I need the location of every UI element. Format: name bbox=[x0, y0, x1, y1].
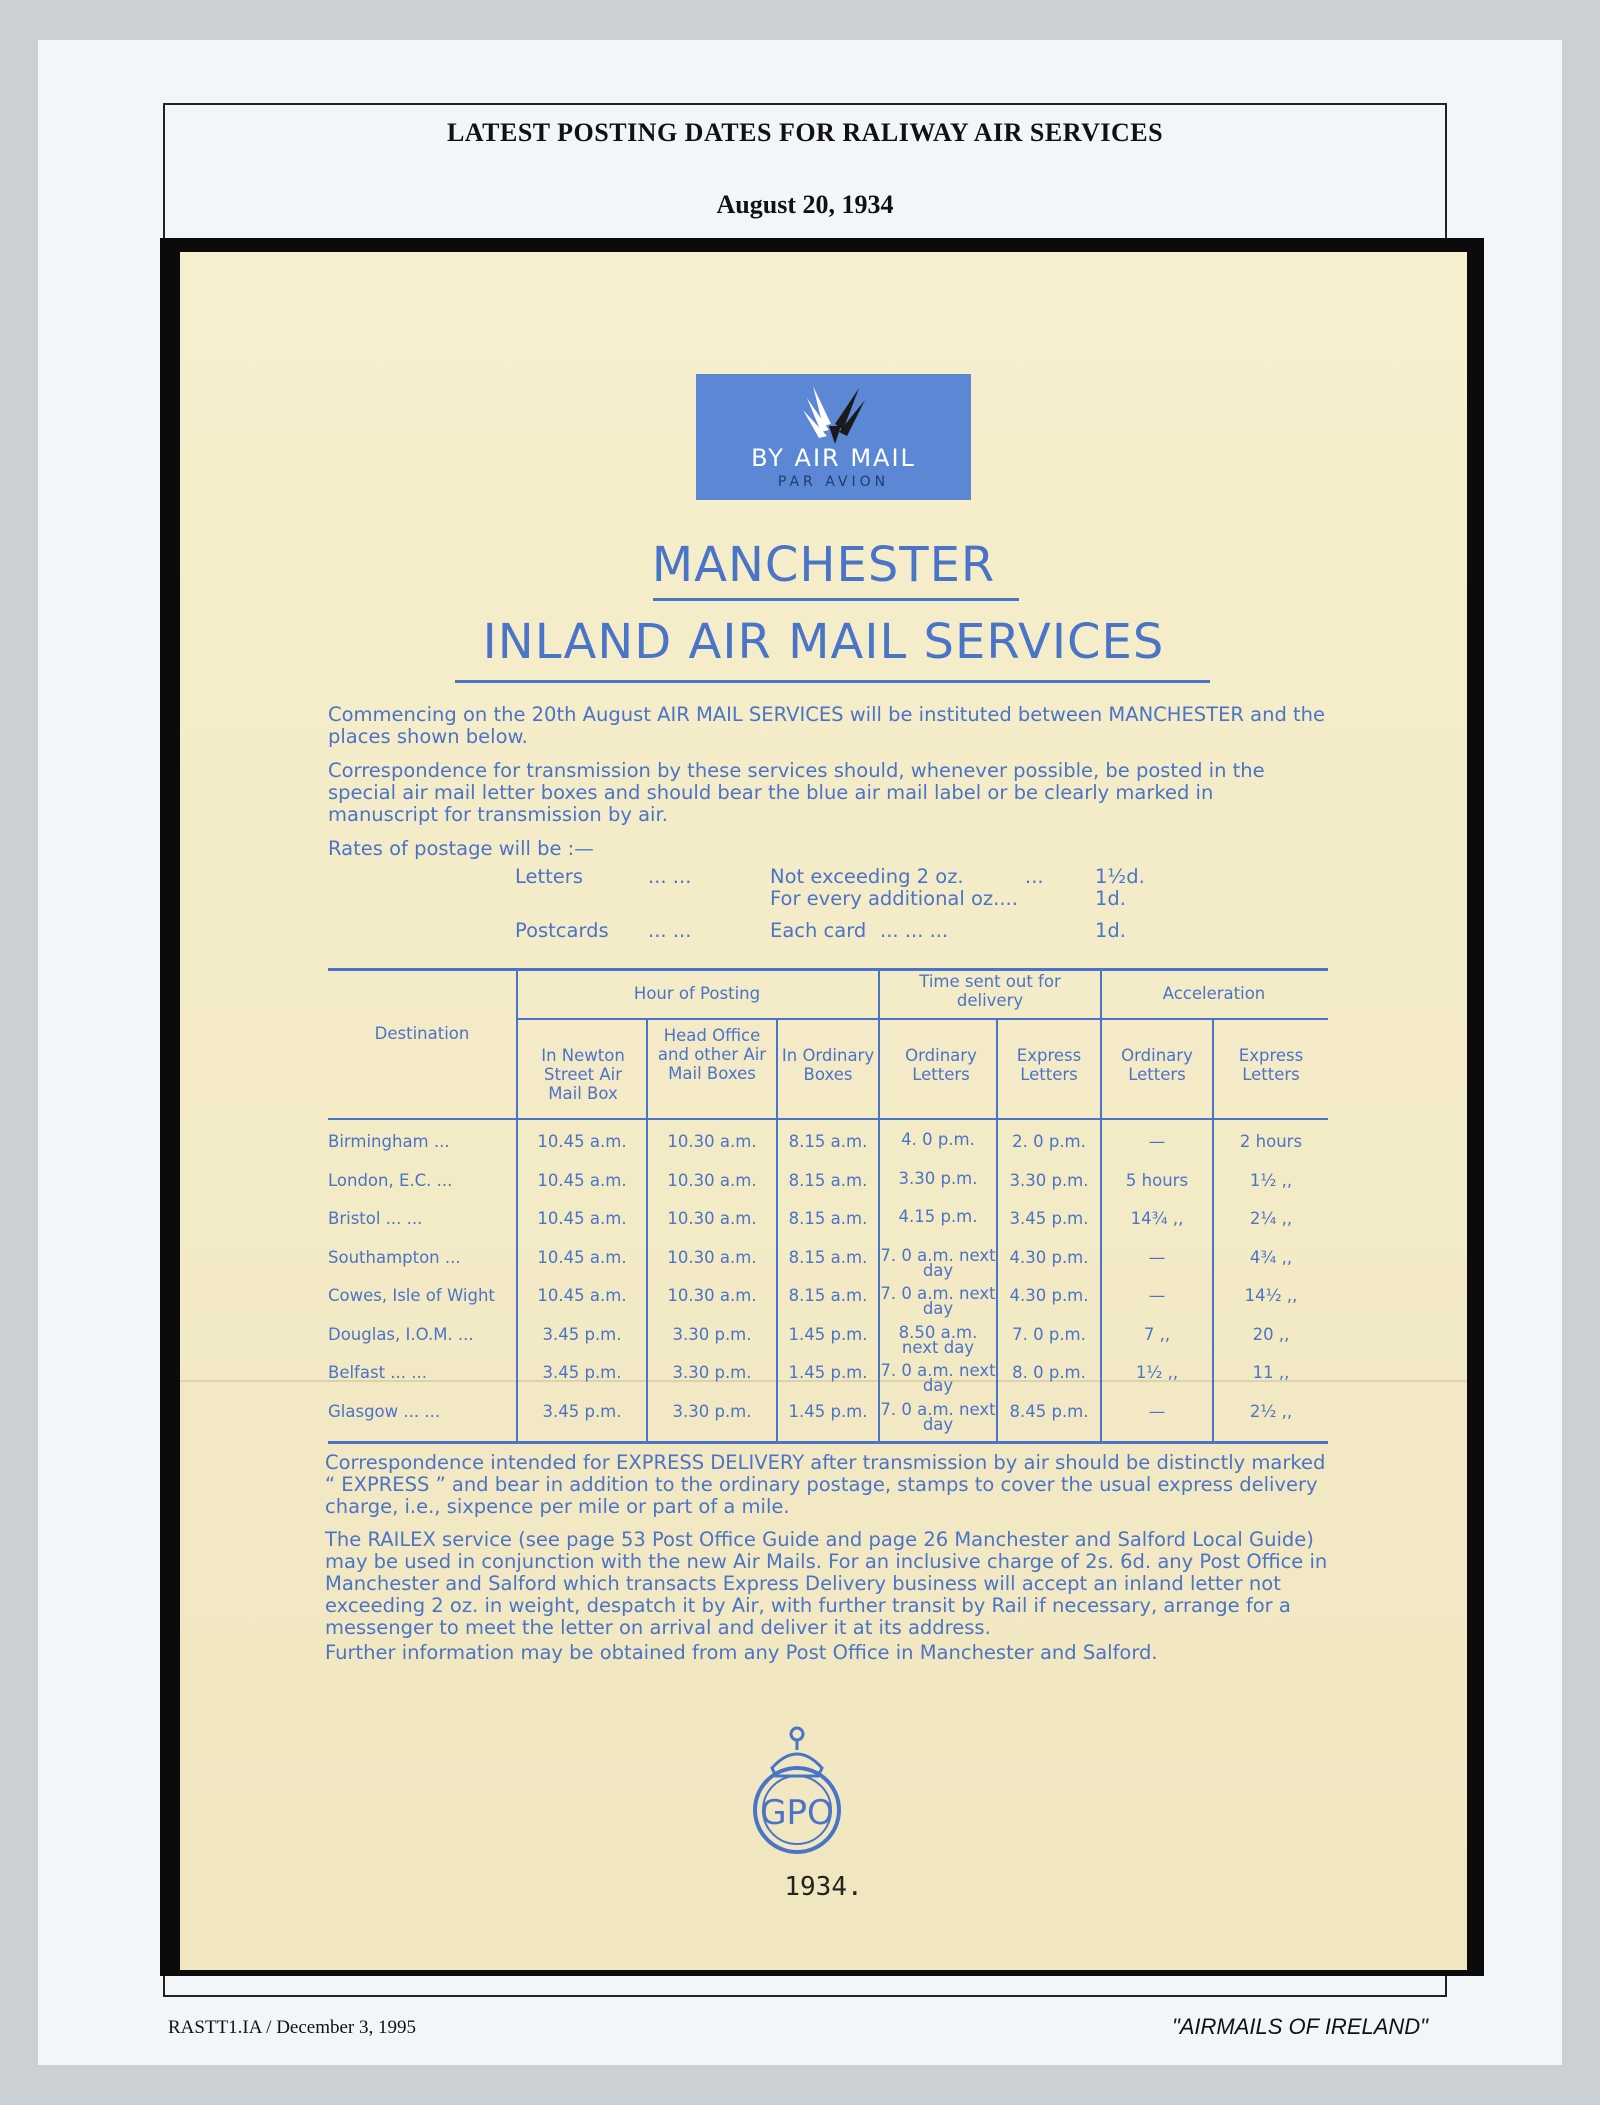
table-cell-del-ord: 7. 0 a.m. next day bbox=[880, 1361, 996, 1395]
schedule-table bbox=[328, 968, 1328, 1444]
express-paragraph: Correspondence intended for EXPRESS DELIVERY after transmission by air should be distinctly marked “ EXPRESS ” and bear in addition to the ordinary postage, stamps to cover the usual express delivery charge, i.e., sixpence per mile or part of a mile. bbox=[325, 1451, 1326, 1518]
table-cell-ord: 1.45 p.m. bbox=[788, 1324, 868, 1344]
table-cell-del-exp: 3.45 p.m. bbox=[1009, 1209, 1089, 1228]
table-cell-dest: Glasgow ... ... bbox=[328, 1401, 441, 1421]
table-rule bbox=[516, 1018, 1328, 1020]
table-cell-acc-exp: 2 hours bbox=[1239, 1132, 1303, 1151]
rate-price: 1d. bbox=[1095, 919, 1126, 942]
table-cell-ord: 8.15 a.m. bbox=[788, 1286, 868, 1305]
table-cell-acc-ord: — bbox=[1148, 1401, 1166, 1421]
header-ordinary-boxes: In Ordinary Boxes bbox=[781, 1046, 875, 1084]
table-cell-dest: Birmingham ... bbox=[328, 1132, 450, 1151]
rate-dots: ... ... bbox=[648, 865, 692, 888]
table-cell-newton: 3.45 p.m. bbox=[542, 1363, 622, 1382]
heading-underline bbox=[653, 598, 1019, 601]
table-cell-newton: 10.45 a.m. bbox=[537, 1247, 627, 1267]
table-cell-del-exp: 8.45 p.m. bbox=[1009, 1401, 1089, 1421]
table-cell-acc-ord: 7 ,, bbox=[1143, 1324, 1171, 1344]
table-cell-head: 10.30 a.m. bbox=[667, 1286, 757, 1305]
table-cell-del-exp: 4.30 p.m. bbox=[1009, 1247, 1089, 1267]
table-cell-acc-ord: 1½ ,, bbox=[1135, 1363, 1179, 1382]
label-sub: PAR AVION bbox=[777, 474, 890, 490]
table-cell-acc-ord: — bbox=[1148, 1247, 1166, 1267]
table-cell-ord: 8.15 a.m. bbox=[788, 1170, 868, 1190]
further-info-paragraph: Further information may be obtained from any Post Office in Manchester and Salford. bbox=[325, 1641, 1158, 1664]
table-cell-del-ord: 7. 0 a.m. next day bbox=[880, 1245, 996, 1280]
table-rule bbox=[328, 968, 1328, 971]
table-cell-acc-exp: 1½ ,, bbox=[1249, 1170, 1293, 1190]
page-title: LATEST POSTING DATES FOR RALIWAY AIR SERVICES bbox=[446, 118, 1164, 147]
table-cell-acc-ord: 5 hours bbox=[1125, 1170, 1189, 1190]
heading-underline bbox=[455, 680, 1210, 683]
rate-dots: ... bbox=[1025, 865, 1044, 888]
intro-paragraph: Commencing on the 20th August AIR MAIL SERVICES will be instituted between MANCHESTER and the places shown below. bbox=[328, 703, 1326, 748]
table-cell-del-ord: 8.50 a.m. next day bbox=[898, 1322, 978, 1357]
rate-price: 1d. bbox=[1095, 887, 1126, 910]
heading-city: MANCHESTER bbox=[651, 537, 996, 593]
rate-postcards: Postcards bbox=[515, 919, 609, 942]
table-cell-dest: Southampton ... bbox=[328, 1247, 461, 1267]
table-cell-ord: 1.45 p.m. bbox=[788, 1401, 868, 1421]
table-cell-newton: 3.45 p.m. bbox=[542, 1324, 622, 1344]
header-time-sent-out: Time sent out for delivery bbox=[919, 972, 1061, 1010]
gpo-text: GPO bbox=[760, 1793, 834, 1833]
table-cell-dest: London, E.C. ... bbox=[328, 1170, 453, 1190]
footer-collection-title: "AIRMAILS OF IRELAND" bbox=[1171, 2014, 1428, 2039]
air-mail-label bbox=[696, 374, 971, 500]
table-rule bbox=[328, 1118, 1328, 1120]
table-rule bbox=[328, 1441, 1328, 1444]
table-cell-acc-exp: 2½ ,, bbox=[1249, 1401, 1293, 1421]
header-acc-express: Express Letters bbox=[1238, 1046, 1304, 1084]
rate-dots: ... ... bbox=[648, 919, 692, 942]
rate-additional: For every additional oz.... bbox=[770, 887, 1018, 910]
table-cell-del-ord: 3.30 p.m. bbox=[898, 1168, 978, 1188]
table-cell-newton: 10.45 a.m. bbox=[537, 1286, 627, 1305]
railex-paragraph: The RAILEX service (see page 53 Post Office Guide and page 26 Manchester and Salford Local Guide) may be used in conjunction with the new Air Mails. For an inclusive charge of 2s. 6d. any Post Office in Manchester and Salford which transacts Express Delivery business will accept an inland letter not exceeding 2 oz. in weight, despatch it by Air, with further transit by Rail if necessary, arrange for a messenger to meet the letter on arrival and deliver it at its address. bbox=[325, 1528, 1328, 1639]
table-cell-del-ord: 4. 0 p.m. bbox=[901, 1130, 975, 1149]
header-hour-of-posting: Hour of Posting bbox=[633, 984, 761, 1003]
page-date: August 20, 1934 bbox=[716, 190, 894, 219]
table-cell-acc-exp: 4¾ ,, bbox=[1249, 1247, 1293, 1267]
header-express-letters: Express Letters bbox=[1016, 1046, 1082, 1084]
header-destination: Destination bbox=[374, 1024, 470, 1043]
footer-reference: RASTT1.IA / December 3, 1995 bbox=[168, 2017, 417, 2038]
rate-price: 1½d. bbox=[1095, 865, 1145, 888]
table-cell-newton: 10.45 a.m. bbox=[537, 1209, 627, 1228]
table-cell-acc-exp: 20 ,, bbox=[1252, 1324, 1290, 1344]
table-cell-acc-exp: 11 ,, bbox=[1252, 1363, 1290, 1382]
table-cell-del-ord: 7. 0 a.m. next day bbox=[880, 1399, 996, 1434]
label-main: BY AIR MAIL bbox=[751, 444, 916, 472]
table-cell-del-ord: 7. 0 a.m. next day bbox=[880, 1284, 996, 1318]
table-cell-del-exp: 3.30 p.m. bbox=[1009, 1170, 1089, 1190]
table-cell-dest: Bristol ... ... bbox=[328, 1209, 423, 1228]
table-cell-head: 10.30 a.m. bbox=[667, 1132, 757, 1151]
table-cell-head: 10.30 a.m. bbox=[667, 1170, 757, 1190]
header-head-office: Head Office and other Air Mail Boxes bbox=[657, 1026, 767, 1083]
header-acc-ordinary: Ordinary Letters bbox=[1121, 1046, 1193, 1084]
table-cell-newton: 10.45 a.m. bbox=[537, 1170, 627, 1190]
table-cell-acc-exp: 14½ ,, bbox=[1244, 1286, 1298, 1305]
table-cell-head: 10.30 a.m. bbox=[667, 1247, 757, 1267]
table-cell-head: 3.30 p.m. bbox=[672, 1324, 752, 1344]
table-cell-del-exp: 8. 0 p.m. bbox=[1012, 1363, 1086, 1382]
year-stamp: 1934. bbox=[784, 1872, 863, 1902]
header-acceleration: Acceleration bbox=[1162, 984, 1266, 1003]
rate-not-exceeding: Not exceeding 2 oz. bbox=[770, 865, 964, 888]
table-cell-del-exp: 7. 0 p.m. bbox=[1012, 1324, 1086, 1344]
table-cell-ord: 1.45 p.m. bbox=[788, 1363, 868, 1382]
table-cell-dest: Belfast ... ... bbox=[328, 1363, 427, 1382]
table-cell-newton: 3.45 p.m. bbox=[542, 1401, 622, 1421]
table-cell-head: 10.30 a.m. bbox=[667, 1209, 757, 1228]
rate-letters: Letters bbox=[515, 865, 583, 888]
gpo-crown-emblem bbox=[742, 1720, 852, 1860]
table-cell-del-exp: 4.30 p.m. bbox=[1009, 1286, 1089, 1305]
wings-icon bbox=[801, 384, 871, 446]
table-cell-del-ord: 4.15 p.m. bbox=[898, 1207, 978, 1226]
table-cell-head: 3.30 p.m. bbox=[672, 1363, 752, 1382]
instructions-paragraph: Correspondence for transmission by these services should, whenever possible, be posted in the special air mail letter boxes and should bear the blue air mail label or be clearly marked in manuscript for transmission by air. bbox=[328, 759, 1265, 826]
heading-service: INLAND AIR MAIL SERVICES bbox=[482, 614, 1165, 670]
rates-heading: Rates of postage will be :— bbox=[328, 837, 594, 860]
header-ordinary-letters: Ordinary Letters bbox=[905, 1046, 977, 1084]
table-cell-dest: Douglas, I.O.M. ... bbox=[328, 1324, 474, 1344]
rate-each-card: Each card bbox=[770, 919, 867, 942]
table-cell-ord: 8.15 a.m. bbox=[788, 1132, 868, 1151]
notice-sheet bbox=[180, 252, 1467, 1970]
table-cell-acc-ord: 14¾ ,, bbox=[1130, 1209, 1184, 1228]
table-cell-dest: Cowes, Isle of Wight bbox=[328, 1286, 495, 1305]
header-newton: In Newton Street Air Mail Box bbox=[541, 1046, 625, 1103]
table-cell-ord: 8.15 a.m. bbox=[788, 1209, 868, 1228]
table-cell-acc-ord: — bbox=[1148, 1132, 1166, 1151]
table-cell-acc-exp: 2¼ ,, bbox=[1249, 1209, 1293, 1228]
table-cell-acc-ord: — bbox=[1148, 1286, 1166, 1305]
rate-dots: ... ... ... bbox=[880, 919, 949, 942]
table-cell-ord: 8.15 a.m. bbox=[788, 1247, 868, 1267]
table-cell-head: 3.30 p.m. bbox=[672, 1401, 752, 1421]
table-cell-newton: 10.45 a.m. bbox=[537, 1132, 627, 1151]
table-cell-del-exp: 2. 0 p.m. bbox=[1012, 1132, 1086, 1151]
